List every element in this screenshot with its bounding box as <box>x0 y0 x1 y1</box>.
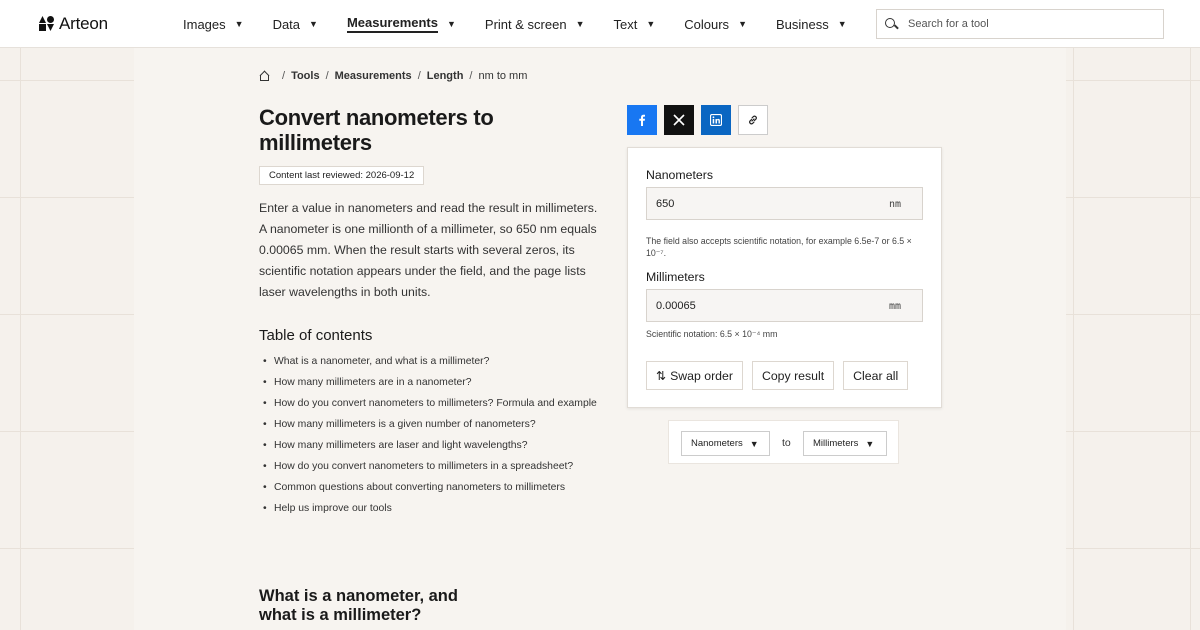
copy-link-button[interactable] <box>738 105 768 135</box>
breadcrumb: / Tools / Measurements / Length / nm to mm <box>259 70 527 82</box>
breadcrumb-length[interactable]: Length <box>426 70 464 82</box>
logo[interactable] <box>39 14 108 34</box>
caret-down-icon: ▼ <box>447 19 456 29</box>
table-of-contents <box>274 354 604 522</box>
millimeters-label: Millimeters <box>646 270 705 284</box>
breadcrumb-tools[interactable]: Tools <box>291 70 320 82</box>
page-title: Convert nanometers to millimeters <box>259 105 494 155</box>
nav-images[interactable]: Images ▼ <box>183 16 244 32</box>
search-icon <box>885 18 898 31</box>
caret-down-icon: ▼ <box>234 19 244 29</box>
swap-order-button[interactable]: ⇅ Swap order <box>646 361 743 390</box>
toc-item[interactable]: • How many millimeters are laser and light wavelengths? <box>274 438 604 453</box>
caret-down-icon: ▼ <box>738 19 747 29</box>
share-linkedin-button[interactable] <box>701 105 731 135</box>
nav-data[interactable]: Data ▼ <box>272 16 318 32</box>
section-title: What is a nanometer, and what is a millimeter? <box>259 587 458 624</box>
intro-text: Enter a value in nanometers and read the result in millimeters. A nanometer is one millionth of a millimeter, so 650 nm equals 0.00065 mm. When the result starts with several zeros, its scientific notation appears under the field, and the page lists laser wavelengths in both units. <box>259 201 598 299</box>
nav-text[interactable]: Text ▼ <box>613 16 656 32</box>
caret-down-icon: ▼ <box>837 19 847 29</box>
nav-measurements[interactable]: Measurements ▼ <box>347 0 456 48</box>
search-input[interactable] <box>908 18 1148 30</box>
toc-item[interactable]: • Help us improve our tools <box>274 501 604 516</box>
nav-business[interactable]: Business ▼ <box>775 16 847 32</box>
caret-down-icon: ▼ <box>646 19 656 29</box>
x-icon <box>673 114 685 126</box>
logo-mark-icon <box>39 16 55 32</box>
nav-print-screen[interactable]: Print & screen ▼ <box>484 16 585 32</box>
unit-selector <box>668 420 899 464</box>
nanometers-hint: The field also accepts scientific notation, for example 6.5e-7 or 6.5 × 10⁻⁷. <box>646 236 912 258</box>
breadcrumb-current: nm to mm <box>478 70 528 82</box>
site-header <box>0 0 1200 48</box>
scientific-notation-hint: Scientific notation: 6.5 × 10⁻⁴ mm <box>646 329 778 339</box>
nanometers-unit: nm <box>888 199 901 210</box>
breadcrumb-measurements[interactable]: Measurements <box>334 70 412 82</box>
toc-item[interactable]: • How many millimeters are in a nanometer? <box>274 375 604 390</box>
millimeters-input[interactable] <box>656 290 876 321</box>
main-nav <box>183 0 876 48</box>
share-buttons <box>627 105 768 135</box>
caret-down-icon: ▼ <box>865 438 875 449</box>
caret-down-icon: ▼ <box>575 19 585 29</box>
search-box[interactable] <box>876 9 1164 39</box>
clear-all-button[interactable]: Clear all <box>843 361 908 390</box>
facebook-icon <box>636 114 648 126</box>
linkedin-icon <box>710 114 722 126</box>
caret-down-icon: ▼ <box>309 19 318 29</box>
toc-item[interactable]: • What is a nanometer, and what is a millimeter? <box>274 354 604 369</box>
toc-item[interactable]: • Common questions about converting nanometers to millimeters <box>274 480 604 495</box>
home-icon[interactable] <box>259 71 270 81</box>
toc-item[interactable]: • How do you convert nanometers to millimeters in a spreadsheet? <box>274 459 604 474</box>
from-unit-select[interactable]: Nanometers ▼ <box>681 431 770 456</box>
toc-title: Table of contents <box>259 327 373 344</box>
toc-item[interactable]: • How do you convert nanometers to millimeters? Formula and example <box>274 396 604 411</box>
nanometers-label: Nanometers <box>646 168 713 182</box>
nanometers-input[interactable] <box>656 188 876 219</box>
converter-actions <box>646 361 908 390</box>
to-text: to <box>782 437 791 449</box>
swap-icon: ⇅ <box>656 368 664 383</box>
toc-item[interactable]: • How many millimeters is a given number of nanometers? <box>274 417 604 432</box>
reviewed-badge: Content last reviewed: 2026-09-12 <box>259 166 424 185</box>
link-icon <box>747 114 759 126</box>
share-x-button[interactable] <box>664 105 694 135</box>
share-facebook-button[interactable] <box>627 105 657 135</box>
copy-result-button[interactable]: Copy result <box>752 361 834 390</box>
nanometers-field[interactable] <box>646 187 923 220</box>
to-unit-select[interactable]: Millimeters ▼ <box>803 431 887 456</box>
logo-text: Arteon <box>59 14 108 33</box>
caret-down-icon: ▼ <box>749 438 759 449</box>
converter-card <box>627 147 942 408</box>
millimeters-field[interactable] <box>646 289 923 322</box>
nav-colours[interactable]: Colours ▼ <box>684 16 747 32</box>
millimeters-unit: mm <box>888 301 901 312</box>
